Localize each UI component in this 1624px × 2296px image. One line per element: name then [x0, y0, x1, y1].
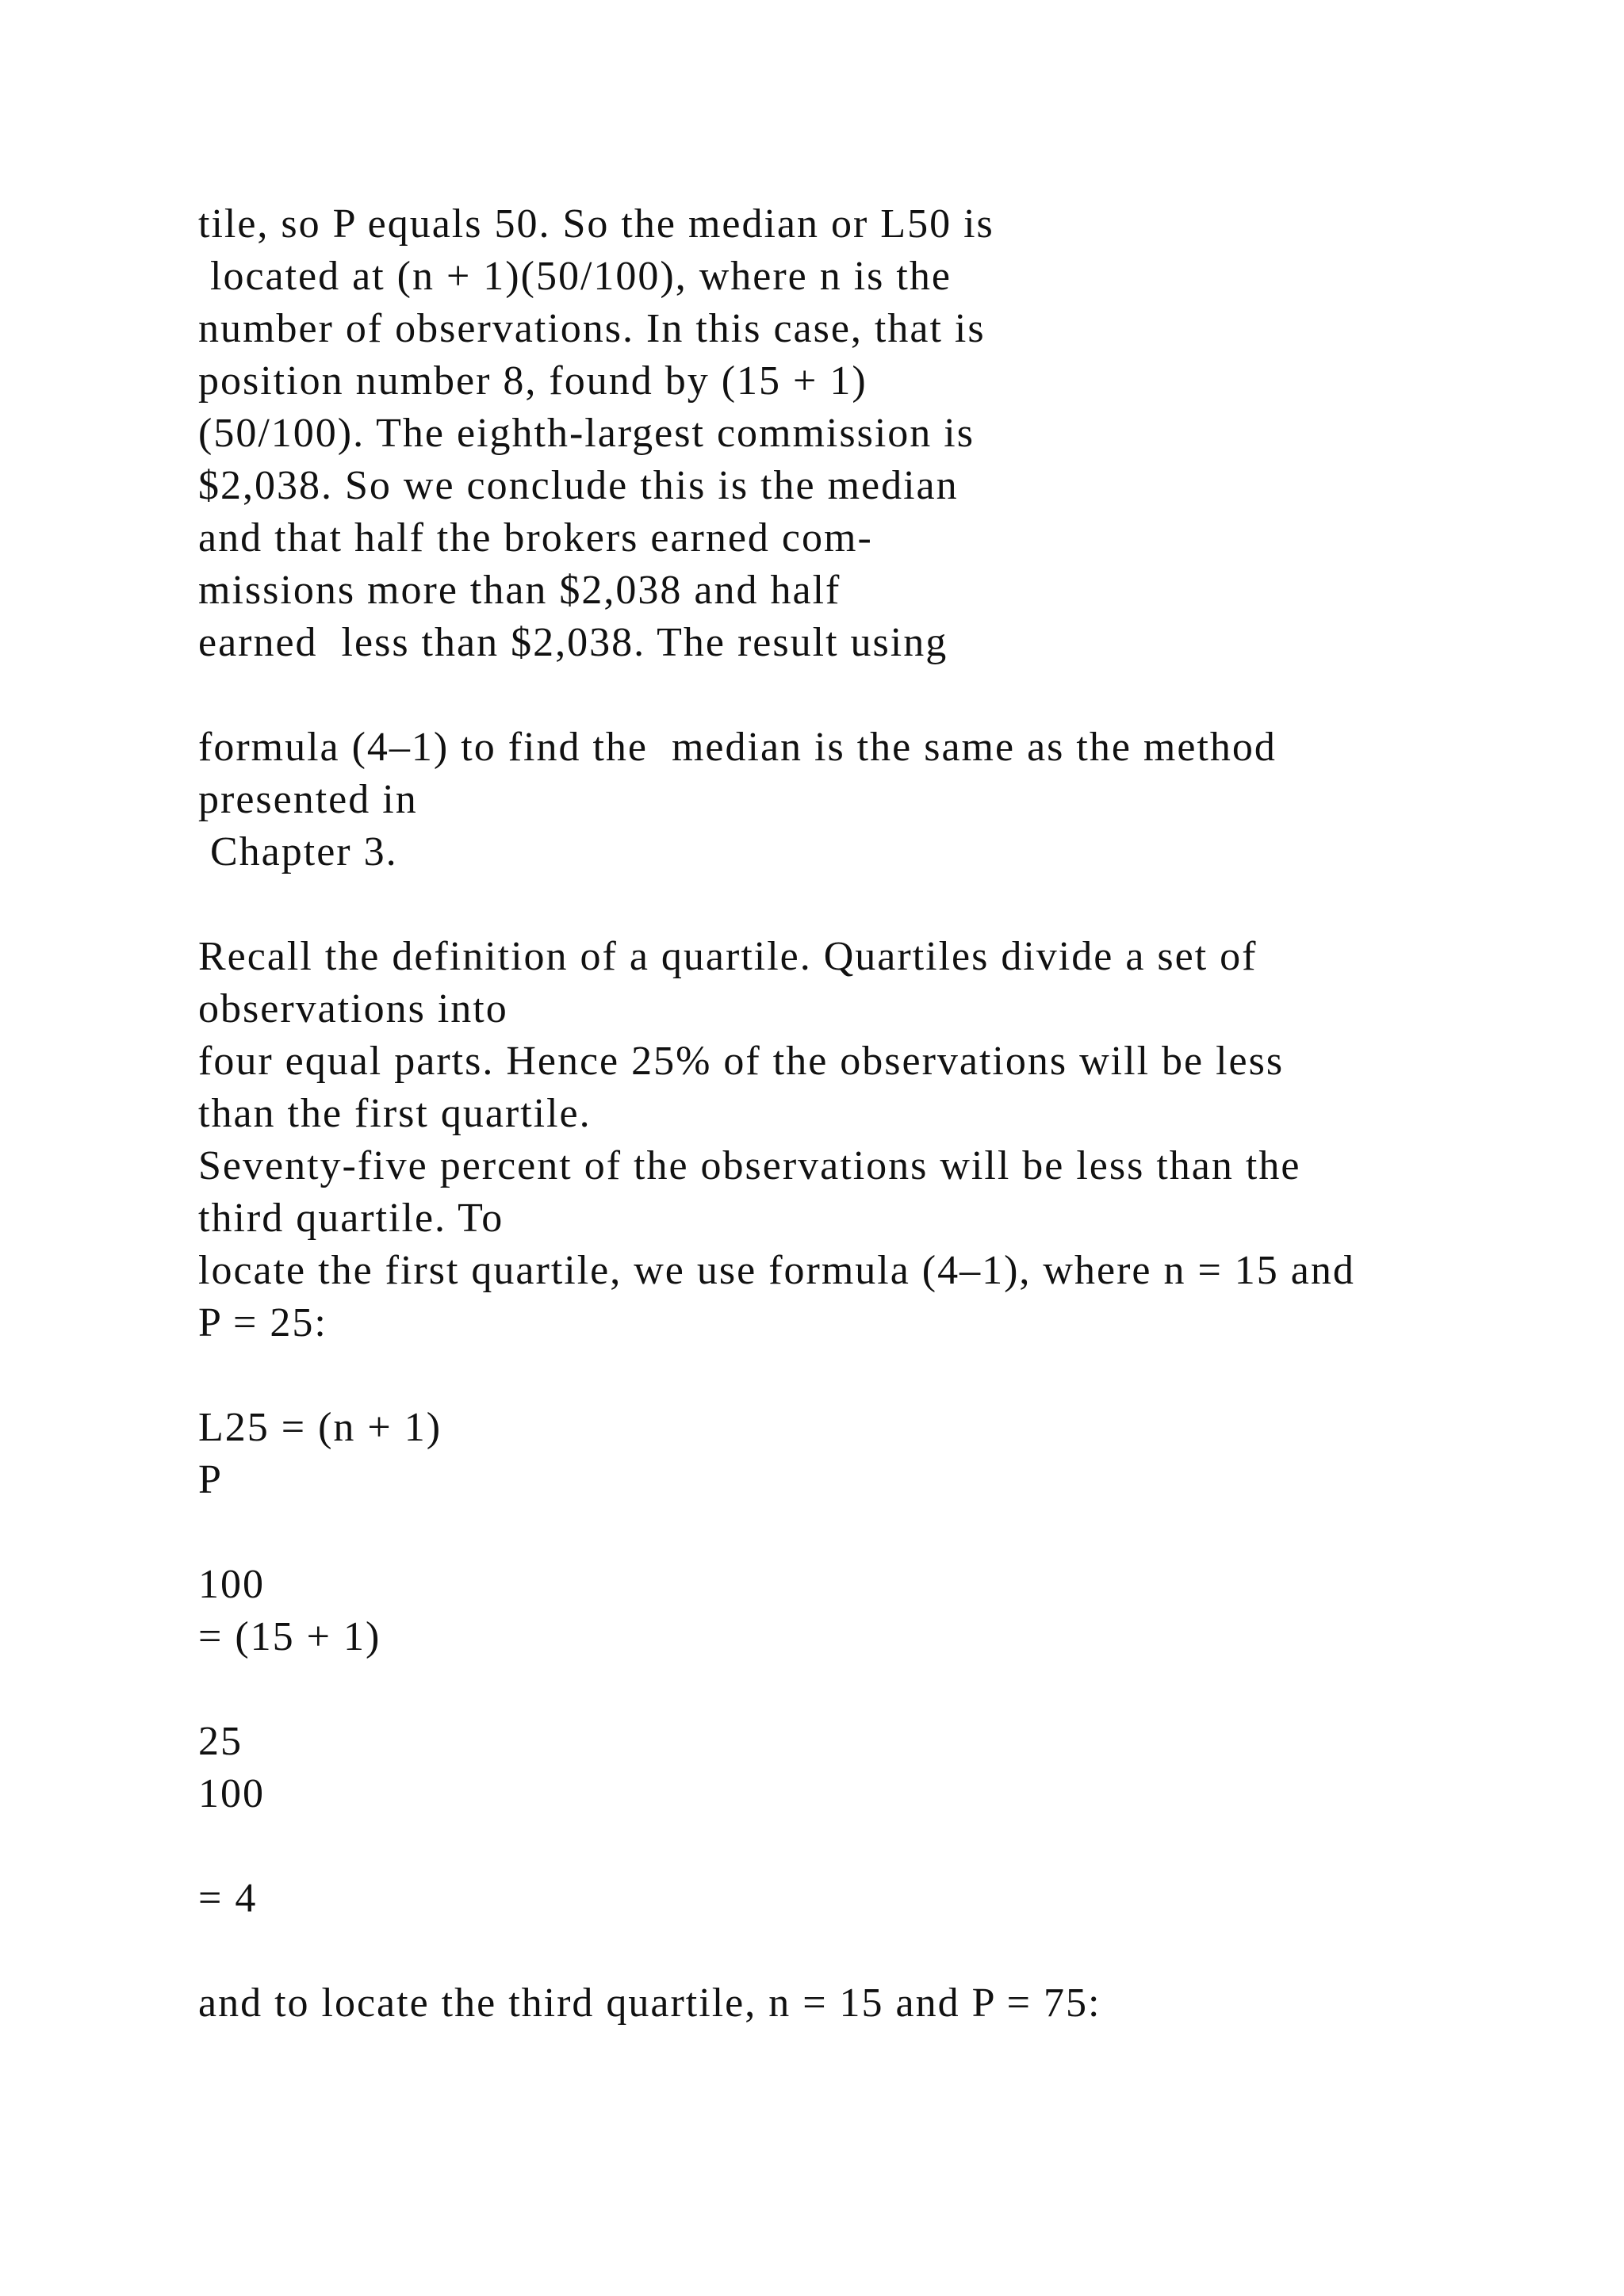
text-line: missions more than $2,038 and half: [198, 568, 841, 613]
text-line: P = 25:: [198, 1300, 327, 1345]
formula-line: L25 = (n + 1): [198, 1405, 442, 1450]
text-line: formula (4–1) to find the median is the same as the method: [198, 725, 1277, 770]
formula-line: 100: [198, 1562, 265, 1607]
text-line: locate the first quartile, we use formula (4–1), where n = 15 and: [198, 1248, 1355, 1293]
text-line: (50/100). The eighth-largest commission is: [198, 411, 975, 456]
formula-line: = (15 + 1): [198, 1614, 381, 1659]
text-line: earned less than $2,038. The result using: [198, 620, 948, 665]
text-line: Chapter 3.: [198, 829, 398, 874]
formula-line: = 4: [198, 1876, 258, 1921]
text-line: located at (n + 1)(50/100), where n is the: [198, 254, 952, 299]
text-line: Recall the definition of a quartile. Quartiles divide a set of: [198, 934, 1258, 979]
text-line: number of observations. In this case, that is: [198, 306, 986, 351]
text-line: observations into: [198, 986, 508, 1031]
text-line: tile, so P equals 50. So the median or L50 is: [198, 201, 994, 247]
text-line: four equal parts. Hence 25% of the observations will be less: [198, 1039, 1285, 1084]
text-line: position number 8, found by (15 + 1): [198, 358, 868, 404]
text-line: and to locate the third quartile, n = 15 and P = 75:: [198, 1980, 1101, 2026]
text-line: and that half the brokers earned com-: [198, 515, 873, 561]
text-line: than the first quartile.: [198, 1091, 592, 1136]
text-line: presented in: [198, 777, 418, 822]
formula-line: 100: [198, 1771, 265, 1816]
text-line: third quartile. To: [198, 1196, 504, 1241]
text-line: $2,038. So we conclude this is the median: [198, 463, 959, 508]
formula-line: P: [198, 1457, 223, 1502]
text-line: Seventy-five percent of the observations will be less than the: [198, 1143, 1301, 1188]
formula-line: 25: [198, 1719, 243, 1764]
